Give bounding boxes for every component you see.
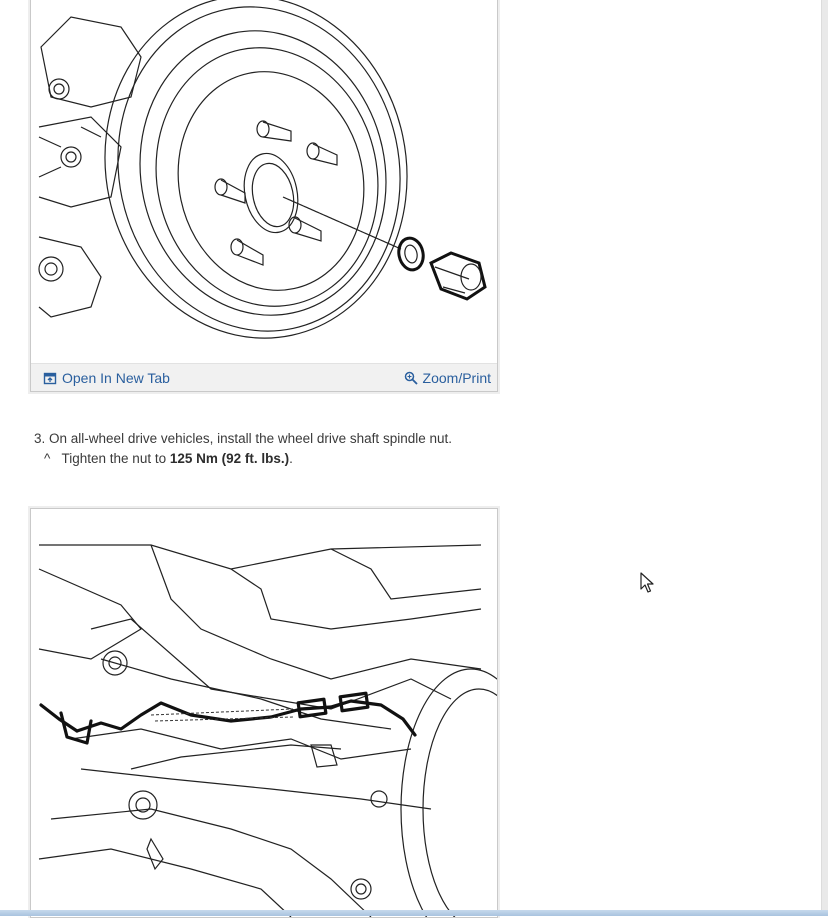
figure-brake-drum — [30, 0, 498, 392]
figure-wiring-harness — [30, 508, 498, 918]
figure-toolbar — [31, 363, 497, 391]
torque-value: 125 Nm (92 ft. lbs.) — [169, 451, 290, 466]
step-text: On all-wheel drive vehicles, install the wheel drive shaft spindle nut. — [49, 431, 452, 446]
step-3-torque-spec — [44, 449, 293, 469]
step-3 — [34, 429, 452, 449]
torque-suffix: . — [289, 451, 293, 466]
zoom-print-link[interactable] — [404, 370, 491, 386]
mouse-pointer-icon — [640, 572, 656, 594]
step-number: 3. — [34, 431, 46, 446]
bullet-caret: ^ — [44, 451, 51, 466]
wiring-harness-illustration — [31, 509, 497, 917]
window-bottom-edge — [0, 910, 828, 916]
open-new-tab-icon — [43, 371, 57, 385]
brake-drum-illustration — [31, 0, 497, 363]
open-in-new-tab-link[interactable] — [43, 370, 170, 386]
zoom-print-label: Zoom/Print — [422, 369, 491, 386]
open-in-new-tab-label: Open In New Tab — [62, 369, 170, 386]
page-scrollbar-edge[interactable] — [821, 0, 828, 916]
torque-prefix: Tighten the nut to — [61, 451, 170, 466]
magnifier-zoom-icon — [404, 371, 418, 385]
